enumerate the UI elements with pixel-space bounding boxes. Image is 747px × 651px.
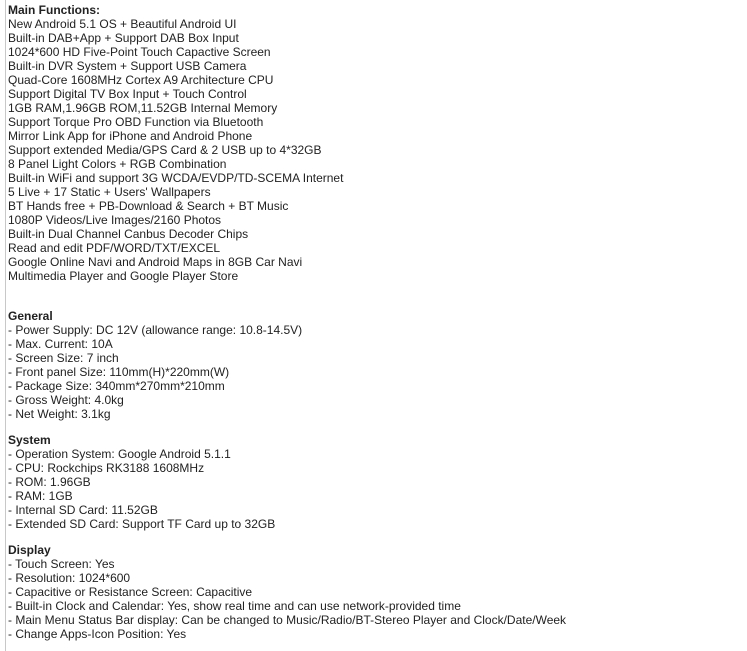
display-heading: Display	[8, 543, 51, 557]
feature-line: 8 Panel Light Colors + RGB Combination	[8, 157, 227, 171]
spec-line: - Max. Current: 10A	[8, 337, 113, 351]
feature-line: 1080P Videos/Live Images/2160 Photos	[8, 213, 222, 227]
feature-line: Built-in Dual Channel Canbus Decoder Chips	[8, 227, 249, 241]
system-heading: System	[8, 433, 51, 447]
spec-line: - Change Apps-Icon Position: Yes	[8, 627, 187, 641]
system-section	[8, 433, 743, 531]
spec-line: - Net Weight: 3.1kg	[8, 407, 111, 421]
spec-line: - Operation System: Google Android 5.1.1	[8, 447, 231, 461]
feature-line: Read and edit PDF/WORD/TXT/EXCEL	[8, 241, 221, 255]
spec-line: - Gross Weight: 4.0kg	[8, 393, 124, 407]
section-spacer	[8, 421, 743, 433]
general-heading: General	[8, 309, 53, 323]
section-spacer	[8, 531, 743, 543]
spec-content	[8, 3, 743, 641]
spec-line: - Main Menu Status Bar display: Can be changed to Music/Radio/BT-Stereo Player and Clock/Date/Week	[8, 613, 567, 627]
feature-line: Support extended Media/GPS Card & 2 USB up to 4*32GB	[8, 143, 322, 157]
main-functions-section	[8, 3, 743, 283]
spec-line: - Capacitive or Resistance Screen: Capacitive	[8, 585, 253, 599]
feature-line: 1GB RAM,1.96GB ROM,11.52GB Internal Memory	[8, 101, 278, 115]
spec-line: - Touch Screen: Yes	[8, 557, 115, 571]
left-border-line	[5, 0, 6, 651]
spec-line: - Package Size: 340mm*270mm*210mm	[8, 379, 225, 393]
feature-line: BT Hands free + PB-Download & Search + BT Music	[8, 199, 289, 213]
spec-line: - Screen Size: 7 inch	[8, 351, 119, 365]
feature-line: Support Digital TV Box Input + Touch Control	[8, 87, 247, 101]
feature-line: Multimedia Player and Google Player Store	[8, 269, 239, 283]
feature-line: 1024*600 HD Five-Point Touch Capactive Screen	[8, 45, 271, 59]
feature-line: New Android 5.1 OS + Beautiful Android UI	[8, 17, 237, 31]
feature-line: Google Online Navi and Android Maps in 8GB Car Navi	[8, 255, 303, 269]
feature-line: Support Torque Pro OBD Function via Bluetooth	[8, 115, 264, 129]
feature-line: Mirror Link App for iPhone and Android Phone	[8, 129, 253, 143]
section-spacer	[8, 283, 743, 309]
spec-line: - Resolution: 1024*600	[8, 571, 131, 585]
spec-line: - Built-in Clock and Calendar: Yes, show real time and can use network-provided time	[8, 599, 461, 613]
spec-line: - CPU: Rockchips RK3188 1608MHz	[8, 461, 205, 475]
general-section	[8, 309, 743, 421]
spec-line: - Front panel Size: 110mm(H)*220mm(W)	[8, 365, 230, 379]
feature-line: Built-in DAB+App + Support DAB Box Input	[8, 31, 239, 45]
spec-line: - RAM: 1GB	[8, 489, 73, 503]
feature-line: Built-in WiFi and support 3G WCDA/EVDP/TD-SCEMA Internet	[8, 171, 344, 185]
spec-line: - Internal SD Card: 11.52GB	[8, 503, 158, 517]
spec-line: - Power Supply: DC 12V (allowance range: 10.8-14.5V)	[8, 323, 303, 337]
main-functions-heading: Main Functions:	[8, 3, 100, 17]
feature-line: Built-in DVR System + Support USB Camera	[8, 59, 247, 73]
spec-line: - Extended SD Card: Support TF Card up to 32GB	[8, 517, 276, 531]
feature-line: Quad-Core 1608MHz Cortex A9 Architecture CPU	[8, 73, 274, 87]
spec-line: - ROM: 1.96GB	[8, 475, 91, 489]
feature-line: 5 Live + 17 Static + Users' Wallpapers	[8, 185, 211, 199]
display-section	[8, 543, 743, 641]
